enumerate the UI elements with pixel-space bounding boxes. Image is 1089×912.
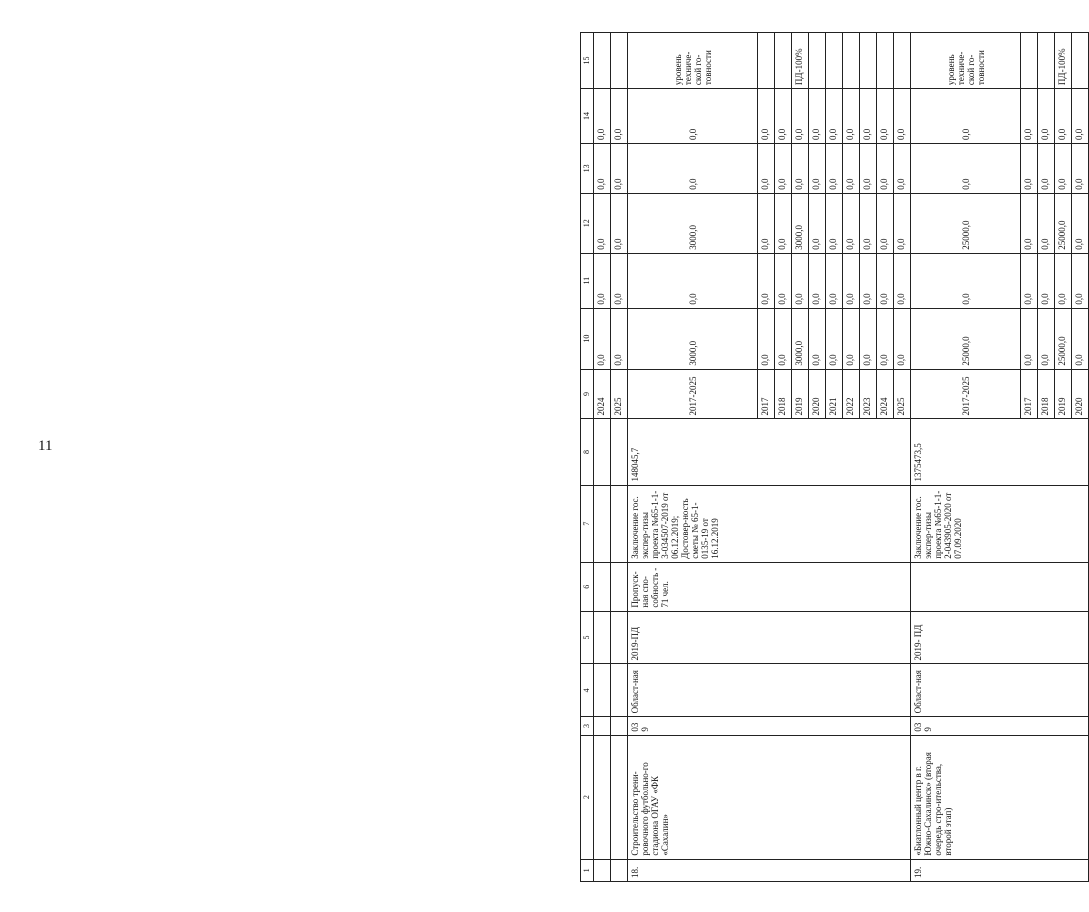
column-number: 14 bbox=[581, 89, 594, 144]
empty-cell bbox=[611, 485, 628, 562]
value-cell: 0,0 bbox=[792, 89, 809, 144]
value-cell: 0,0 bbox=[1055, 89, 1072, 144]
column-number: 9 bbox=[581, 369, 594, 419]
value-cell: 0,0 bbox=[860, 193, 877, 253]
value-cell: 0,0 bbox=[611, 253, 628, 308]
empty-cell bbox=[611, 717, 628, 735]
year-cell: 2025 bbox=[611, 369, 628, 419]
total-value: 0,0 bbox=[911, 143, 1021, 193]
value-cell: 0,0 bbox=[877, 143, 894, 193]
value-cell: 0,0 bbox=[792, 253, 809, 308]
value-cell: 0,0 bbox=[758, 89, 775, 144]
project-name: Строительство трени-ровочного футбольно-го стадиона ОГАУ «ФК «Сахалин» bbox=[628, 735, 911, 859]
year-cell: 2024 bbox=[877, 369, 894, 419]
value-cell: 0,0 bbox=[877, 193, 894, 253]
value-cell: 0,0 bbox=[860, 253, 877, 308]
doc-year: 2019-ПД bbox=[628, 611, 911, 664]
value-cell bbox=[843, 33, 860, 89]
value-cell: 25000,0 bbox=[1055, 308, 1072, 369]
value-cell bbox=[894, 33, 911, 89]
empty-cell bbox=[611, 562, 628, 611]
value-cell: ПД-100% bbox=[792, 33, 809, 89]
total-years: 2017-2025 bbox=[911, 369, 1021, 419]
value-cell: 0,0 bbox=[860, 308, 877, 369]
value-cell: ПД-100% bbox=[1055, 33, 1072, 89]
total-value: 0,0 bbox=[628, 89, 758, 144]
project-number: 19. bbox=[911, 859, 1089, 881]
value-cell: 0,0 bbox=[894, 308, 911, 369]
value-cell bbox=[826, 33, 843, 89]
year-cell: 2018 bbox=[775, 369, 792, 419]
value-cell: 0,0 bbox=[611, 143, 628, 193]
value-cell: 0,0 bbox=[894, 193, 911, 253]
project-type: Област-ная bbox=[628, 664, 911, 717]
value-cell bbox=[877, 33, 894, 89]
empty-cell bbox=[611, 735, 628, 859]
value-cell bbox=[1021, 33, 1038, 89]
value-cell: 0,0 bbox=[1055, 253, 1072, 308]
project-row bbox=[911, 33, 1021, 882]
empty-cell bbox=[594, 611, 611, 664]
column-number: 15 bbox=[581, 33, 594, 89]
value-cell: 0,0 bbox=[594, 253, 611, 308]
continuation-row bbox=[594, 33, 611, 882]
year-cell: 2017 bbox=[1021, 369, 1038, 419]
value-cell: 0,0 bbox=[860, 143, 877, 193]
expertise: Заключение гос. экспер-тизы проекта №65-1-1-2-043905-2020 от 07.09.2020 bbox=[911, 485, 1089, 562]
value-cell: 0,0 bbox=[1021, 253, 1038, 308]
value-cell: 0,0 bbox=[843, 193, 860, 253]
expertise: Заключение гос. экспер-тизы проекта №65-1-1-3-034507-2019 от 06.12.2019; Достовер-ность сметы № 65-1-0135-19 от 16.12.2019 bbox=[628, 485, 911, 562]
value-cell: 0,0 bbox=[758, 193, 775, 253]
value-cell: 0,0 bbox=[775, 143, 792, 193]
empty-cell bbox=[611, 419, 628, 485]
year-cell: 2022 bbox=[843, 369, 860, 419]
value-cell: 0,0 bbox=[809, 253, 826, 308]
total-value: 0,0 bbox=[911, 253, 1021, 308]
column-number: 7 bbox=[581, 485, 594, 562]
value-cell: 0,0 bbox=[611, 193, 628, 253]
continuation-row bbox=[611, 33, 628, 882]
total-value: 0,0 bbox=[911, 89, 1021, 144]
value-cell: 0,0 bbox=[1038, 89, 1055, 144]
capacity bbox=[911, 562, 1089, 611]
value-cell: 0,0 bbox=[826, 143, 843, 193]
value-cell: 0,0 bbox=[758, 308, 775, 369]
project-name: «Биатлонный центр в г. Южно-Сахалинск» (вторая очередь стро-ительства, второй этап) bbox=[911, 735, 1089, 859]
value-cell: 0,0 bbox=[1038, 193, 1055, 253]
value-cell: 0,0 bbox=[826, 253, 843, 308]
value-cell: 0,0 bbox=[775, 193, 792, 253]
value-cell: 0,0 bbox=[877, 308, 894, 369]
value-cell: 0,0 bbox=[1072, 308, 1089, 369]
total-value: 3000,0 bbox=[628, 308, 758, 369]
value-cell: 0,0 bbox=[826, 308, 843, 369]
value-cell: 0,0 bbox=[792, 143, 809, 193]
value-cell: 0,0 bbox=[826, 193, 843, 253]
empty-cell bbox=[594, 717, 611, 735]
column-number: 5 bbox=[581, 611, 594, 664]
value-cell: 0,0 bbox=[594, 89, 611, 144]
value-cell: 0,0 bbox=[1072, 193, 1089, 253]
total-value: уровень техниче-ской го-товности bbox=[628, 33, 758, 89]
value-cell bbox=[611, 33, 628, 89]
value-cell: 0,0 bbox=[611, 89, 628, 144]
value-cell: 0,0 bbox=[1072, 89, 1089, 144]
value-cell: 0,0 bbox=[594, 308, 611, 369]
value-cell: 0,0 bbox=[1021, 308, 1038, 369]
estimated-cost: 148045,7 bbox=[628, 419, 911, 485]
value-cell: 0,0 bbox=[1072, 253, 1089, 308]
year-cell: 2020 bbox=[1072, 369, 1089, 419]
value-cell: 3000,0 bbox=[792, 308, 809, 369]
value-cell bbox=[758, 33, 775, 89]
value-cell: 0,0 bbox=[1038, 253, 1055, 308]
project-type: Област-ная bbox=[911, 664, 1089, 717]
value-cell: 0,0 bbox=[1038, 143, 1055, 193]
value-cell: 0,0 bbox=[775, 253, 792, 308]
column-number: 10 bbox=[581, 308, 594, 369]
project-code: 039 bbox=[628, 717, 911, 735]
header-row bbox=[581, 33, 594, 882]
empty-cell bbox=[594, 419, 611, 485]
total-value: 25000,0 bbox=[911, 193, 1021, 253]
value-cell: 0,0 bbox=[775, 308, 792, 369]
year-cell: 2019 bbox=[1055, 369, 1072, 419]
value-cell: 0,0 bbox=[775, 89, 792, 144]
year-cell: 2024 bbox=[594, 369, 611, 419]
value-cell: 0,0 bbox=[594, 143, 611, 193]
empty-cell bbox=[594, 485, 611, 562]
column-number: 3 bbox=[581, 717, 594, 735]
investment-projects-table bbox=[580, 32, 1089, 882]
total-value: 3000,0 bbox=[628, 193, 758, 253]
column-number: 12 bbox=[581, 193, 594, 253]
doc-year: 2019- ПД bbox=[911, 611, 1089, 664]
value-cell: 0,0 bbox=[894, 89, 911, 144]
empty-cell bbox=[611, 664, 628, 717]
value-cell bbox=[594, 33, 611, 89]
value-cell: 0,0 bbox=[758, 253, 775, 308]
column-number: 11 bbox=[581, 253, 594, 308]
total-value: 0,0 bbox=[628, 143, 758, 193]
value-cell: 0,0 bbox=[843, 253, 860, 308]
value-cell: 0,0 bbox=[843, 308, 860, 369]
project-code: 039 bbox=[911, 717, 1089, 735]
value-cell: 0,0 bbox=[1072, 143, 1089, 193]
value-cell: 0,0 bbox=[894, 253, 911, 308]
year-cell: 2018 bbox=[1038, 369, 1055, 419]
value-cell: 0,0 bbox=[758, 143, 775, 193]
empty-cell bbox=[594, 664, 611, 717]
year-cell: 2020 bbox=[809, 369, 826, 419]
value-cell: 0,0 bbox=[594, 193, 611, 253]
page-number: 11 bbox=[38, 438, 53, 454]
value-cell: 0,0 bbox=[809, 143, 826, 193]
column-number: 8 bbox=[581, 419, 594, 485]
value-cell: 0,0 bbox=[1055, 143, 1072, 193]
value-cell: 0,0 bbox=[1021, 193, 1038, 253]
empty-cell bbox=[594, 859, 611, 881]
capacity: Пропуск-ная спо-собность - 71 чел. bbox=[628, 562, 911, 611]
year-cell: 2023 bbox=[860, 369, 877, 419]
estimated-cost: 1375473,5 bbox=[911, 419, 1089, 485]
value-cell bbox=[775, 33, 792, 89]
value-cell bbox=[860, 33, 877, 89]
value-cell: 0,0 bbox=[1021, 143, 1038, 193]
empty-cell bbox=[594, 562, 611, 611]
year-cell: 2017 bbox=[758, 369, 775, 419]
value-cell: 0,0 bbox=[1038, 308, 1055, 369]
value-cell: 0,0 bbox=[894, 143, 911, 193]
project-row bbox=[628, 33, 758, 882]
empty-cell bbox=[611, 611, 628, 664]
project-number: 18. bbox=[628, 859, 911, 881]
year-cell: 2021 bbox=[826, 369, 843, 419]
value-cell: 3000,0 bbox=[792, 193, 809, 253]
value-cell: 0,0 bbox=[809, 308, 826, 369]
value-cell: 0,0 bbox=[843, 89, 860, 144]
empty-cell bbox=[594, 735, 611, 859]
rotated-table-wrapper bbox=[580, 32, 1089, 882]
value-cell: 0,0 bbox=[877, 253, 894, 308]
year-cell: 2019 bbox=[792, 369, 809, 419]
value-cell: 0,0 bbox=[611, 308, 628, 369]
total-value: уровень техниче-ской го-товности bbox=[911, 33, 1021, 89]
column-number: 4 bbox=[581, 664, 594, 717]
value-cell: 0,0 bbox=[877, 89, 894, 144]
value-cell: 0,0 bbox=[843, 143, 860, 193]
column-number: 1 bbox=[581, 859, 594, 881]
value-cell bbox=[1072, 33, 1089, 89]
value-cell bbox=[1038, 33, 1055, 89]
total-value: 0,0 bbox=[628, 253, 758, 308]
value-cell: 0,0 bbox=[809, 89, 826, 144]
value-cell: 0,0 bbox=[826, 89, 843, 144]
value-cell bbox=[809, 33, 826, 89]
value-cell: 0,0 bbox=[860, 89, 877, 144]
value-cell: 25000,0 bbox=[1055, 193, 1072, 253]
value-cell: 0,0 bbox=[1021, 89, 1038, 144]
column-number: 6 bbox=[581, 562, 594, 611]
year-cell: 2025 bbox=[894, 369, 911, 419]
total-years: 2017-2025 bbox=[628, 369, 758, 419]
empty-cell bbox=[611, 859, 628, 881]
value-cell: 0,0 bbox=[809, 193, 826, 253]
total-value: 25000,0 bbox=[911, 308, 1021, 369]
column-number: 13 bbox=[581, 143, 594, 193]
column-number: 2 bbox=[581, 735, 594, 859]
